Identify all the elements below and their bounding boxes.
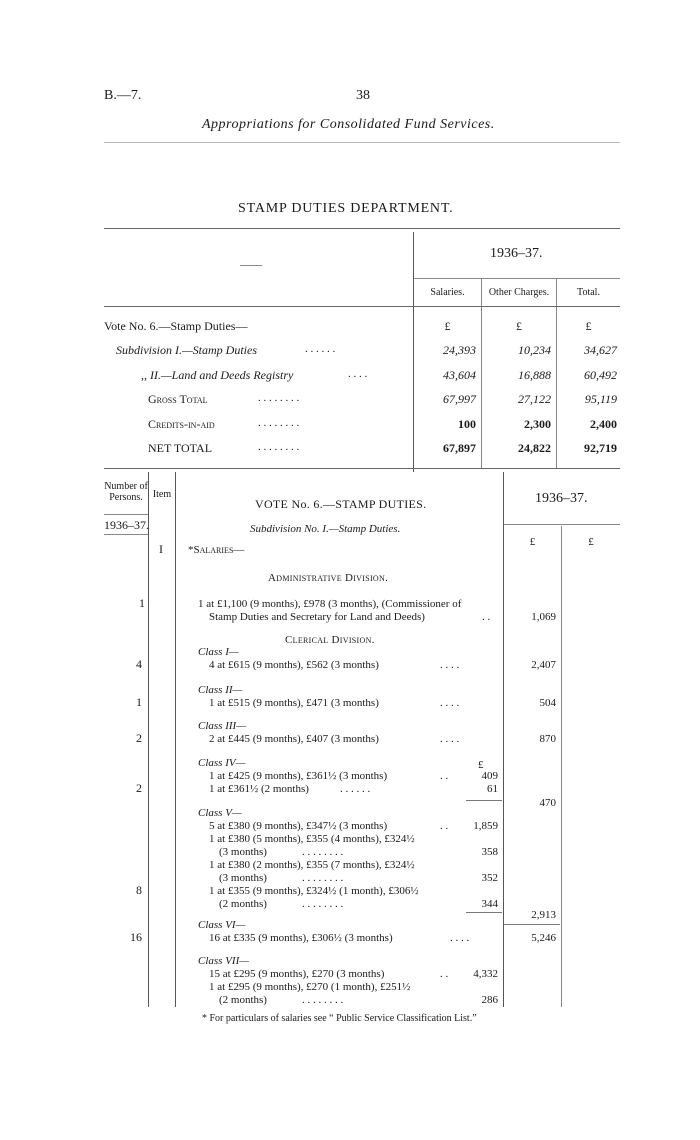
summary-year: 1936–37. [490, 246, 543, 261]
class-7-line-3: (2 months) [219, 994, 267, 1006]
class-3-amount: 870 [539, 733, 556, 745]
class-5-line-7: (2 months) [219, 898, 267, 910]
summary-row-dots: . . . . . . . . [258, 441, 300, 453]
summary-pound-other: £ [516, 319, 522, 333]
report-reference: B.—7. [104, 88, 142, 103]
class-2-dots: . . . . [440, 697, 460, 709]
summary-year-rule [414, 278, 620, 279]
class-7-dots-1: . . [440, 968, 449, 980]
class-3-line: 2 at £445 (9 months), £407 (3 months) [209, 733, 379, 745]
summary-row-total: 60,492 [584, 368, 617, 382]
class-7-sub-1: 4,332 [473, 968, 498, 980]
class-7-sub-2: 286 [481, 994, 498, 1006]
class-5-dots-4: . . . . . . . . [302, 898, 344, 910]
class-4-dots-2: . . . . . . [340, 783, 371, 795]
class-3-title: Class III— [198, 720, 246, 732]
running-title: Appropriations for Consolidated Fund Services. [202, 117, 495, 132]
class-5-line-6: 1 at £355 (9 months), £324½ (1 month), £306½ [209, 885, 419, 897]
summary-row-label: Gross Total [148, 392, 208, 406]
col-number-of-persons: Number of Persons. [104, 481, 148, 503]
department-title: STAMP DUTIES DEPARTMENT. [238, 201, 454, 216]
class-5-line-2: 1 at £380 (5 months), £355 (4 months), £324½ [209, 833, 415, 845]
summary-row-total: 92,719 [584, 441, 617, 455]
summary-row-dots: . . . . [348, 368, 368, 380]
detail-year: 1936–37. [535, 491, 588, 506]
admin-dots: . . [482, 611, 491, 623]
summary-pound-total: £ [585, 319, 592, 333]
class-5-dots-3: . . . . . . . . [302, 872, 344, 884]
summary-col-salaries: Salaries. [430, 287, 465, 298]
class-5-line-3: (3 months) [219, 846, 267, 858]
detail-divider-item [175, 472, 176, 1007]
class-1-amount: 2,407 [531, 659, 556, 671]
class-5-amount: 2,913 [531, 909, 556, 921]
summary-row-label: ,, II.—Land and Deeds Registry [141, 368, 294, 382]
class-6-persons: 16 [130, 930, 142, 944]
detail-pound-2: £ [588, 536, 594, 548]
class-5-line-1: 5 at £380 (9 months), £347½ (3 months) [209, 820, 388, 832]
summary-top-rule [104, 228, 620, 229]
summary-header-rule [104, 306, 620, 307]
summary-row-label: NET TOTAL [148, 441, 213, 455]
class-1-title: Class I— [198, 646, 239, 658]
class-6-dots: . . . . [450, 932, 470, 944]
footnote: * For particulars of salaries see “ Public Service Classification List.” [202, 1013, 477, 1024]
class-3-dots: . . . . [440, 733, 460, 745]
summary-row-other: 24,822 [518, 441, 551, 455]
summary-row-dots: . . . . . . [305, 343, 336, 355]
header-rule [104, 142, 620, 143]
summary-row-total: 34,627 [584, 343, 617, 357]
class-4-line-1: 1 at £425 (9 months), £361½ (3 months) [209, 770, 388, 782]
detail-divider-sub [561, 526, 562, 1007]
class-4-persons: 2 [136, 781, 142, 795]
detail-divider-number [148, 472, 149, 1007]
class-7-line-1: 15 at £295 (9 months), £270 (3 months) [209, 968, 385, 980]
summary-vote-label: Vote No. 6.—Stamp Duties— [104, 319, 248, 333]
summary-row-other: 16,888 [518, 368, 551, 382]
class-6-line: 16 at £335 (9 months), £306½ (3 months) [209, 932, 393, 944]
admin-persons: 1 [139, 596, 145, 610]
summary-row-salaries: 67,897 [443, 441, 476, 455]
summary-row-other: 27,122 [518, 392, 551, 406]
admin-line-1: 1 at £1,100 (9 months), £978 (3 months), (Commissioner of [198, 598, 462, 610]
class-4-amount: 470 [539, 797, 556, 809]
salaries-heading: *Salaries— [188, 544, 245, 556]
class-6-amount: 5,246 [531, 932, 556, 944]
detail-year-left-rule [104, 534, 148, 535]
class-4-sub-2: 61 [487, 783, 498, 795]
class-5-sub-2: 358 [481, 846, 498, 858]
page-number: 38 [356, 88, 370, 103]
class-2-title: Class II— [198, 684, 243, 696]
class-4-dots: . . [440, 770, 449, 782]
detail-number-rule [104, 514, 148, 515]
class-6-title: Class VI— [198, 919, 246, 931]
class-5-dots-1: . . [440, 820, 449, 832]
detail-year-left: 1936–37. [104, 518, 149, 532]
class-5-amount-rule [504, 924, 560, 925]
detail-pound-1: £ [529, 536, 536, 548]
summary-row-dots: . . . . . . . . [258, 417, 300, 429]
class-2-amount: 504 [539, 697, 556, 709]
class-7-line-2: 1 at £295 (9 months), £270 (1 month), £251½ [209, 981, 411, 993]
detail-year-rule [504, 524, 620, 525]
class-5-sub-1: 1,859 [473, 820, 498, 832]
clerical-division-heading: Clerical Division. [285, 634, 375, 646]
class-4-line-2: 1 at £361½ (2 months) [209, 783, 309, 795]
subdivision-heading: Subdivision No. I.—Stamp Duties. [250, 523, 401, 535]
class-2-line: 1 at £515 (9 months), £471 (3 months) [209, 697, 379, 709]
class-4-pound: £ [478, 759, 484, 771]
summary-row-salaries: 24,393 [443, 343, 476, 357]
class-7-title: Class VII— [198, 955, 250, 967]
class-5-sub-4: 344 [481, 898, 498, 910]
administrative-division-heading: Administrative Division. [268, 572, 389, 584]
admin-line-2: Stamp Duties and Secretary for Land and Deeds) [209, 611, 425, 623]
summary-row-salaries: 67,997 [443, 392, 476, 406]
summary-col-other: Other Charges. [488, 287, 550, 298]
class-7-dots-2: . . . . . . . . [302, 994, 344, 1006]
vote-title: VOTE No. 6.—STAMP DUTIES. [255, 497, 427, 511]
class-1-persons: 4 [136, 657, 142, 671]
class-5-line-4: 1 at £380 (2 months), £355 (7 months), £324½ [209, 859, 415, 871]
summary-pound-salaries: £ [444, 319, 451, 333]
class-5-title: Class V— [198, 807, 242, 819]
class-4-sum-rule [466, 800, 502, 801]
class-5-dots-2: . . . . . . . . [302, 846, 344, 858]
summary-row-label: Subdivision I.—Stamp Duties [116, 343, 257, 357]
summary-row-salaries: 43,604 [443, 368, 476, 382]
class-1-line: 4 at £615 (9 months), £562 (3 months) [209, 659, 379, 671]
class-1-dots: . . . . [440, 659, 460, 671]
summary-row-other: 10,234 [518, 343, 551, 357]
class-5-line-5: (3 months) [219, 872, 267, 884]
class-4-sub-1: 409 [481, 770, 498, 782]
summary-row-total: 2,400 [590, 417, 617, 431]
summary-row-other: 2,300 [524, 417, 551, 431]
item-number: I [159, 542, 163, 556]
class-4-title: Class IV— [198, 757, 246, 769]
col-item: Item [152, 489, 172, 500]
summary-row-total: 95,119 [584, 392, 617, 406]
summary-row-dots: . . . . . . . . [258, 392, 300, 404]
class-5-persons: 8 [136, 883, 142, 897]
class-5-sub-3: 352 [481, 872, 498, 884]
summary-blank-header: —— [240, 259, 262, 271]
summary-row-label: Credits-in-aid [148, 417, 215, 431]
summary-col-total: Total. [577, 287, 600, 298]
class-5-sum-rule [466, 912, 502, 913]
class-3-persons: 2 [136, 731, 142, 745]
class-2-persons: 1 [136, 695, 142, 709]
summary-bottom-rule [104, 468, 620, 469]
admin-amount: 1,069 [531, 611, 556, 623]
summary-row-salaries: 100 [458, 417, 476, 431]
